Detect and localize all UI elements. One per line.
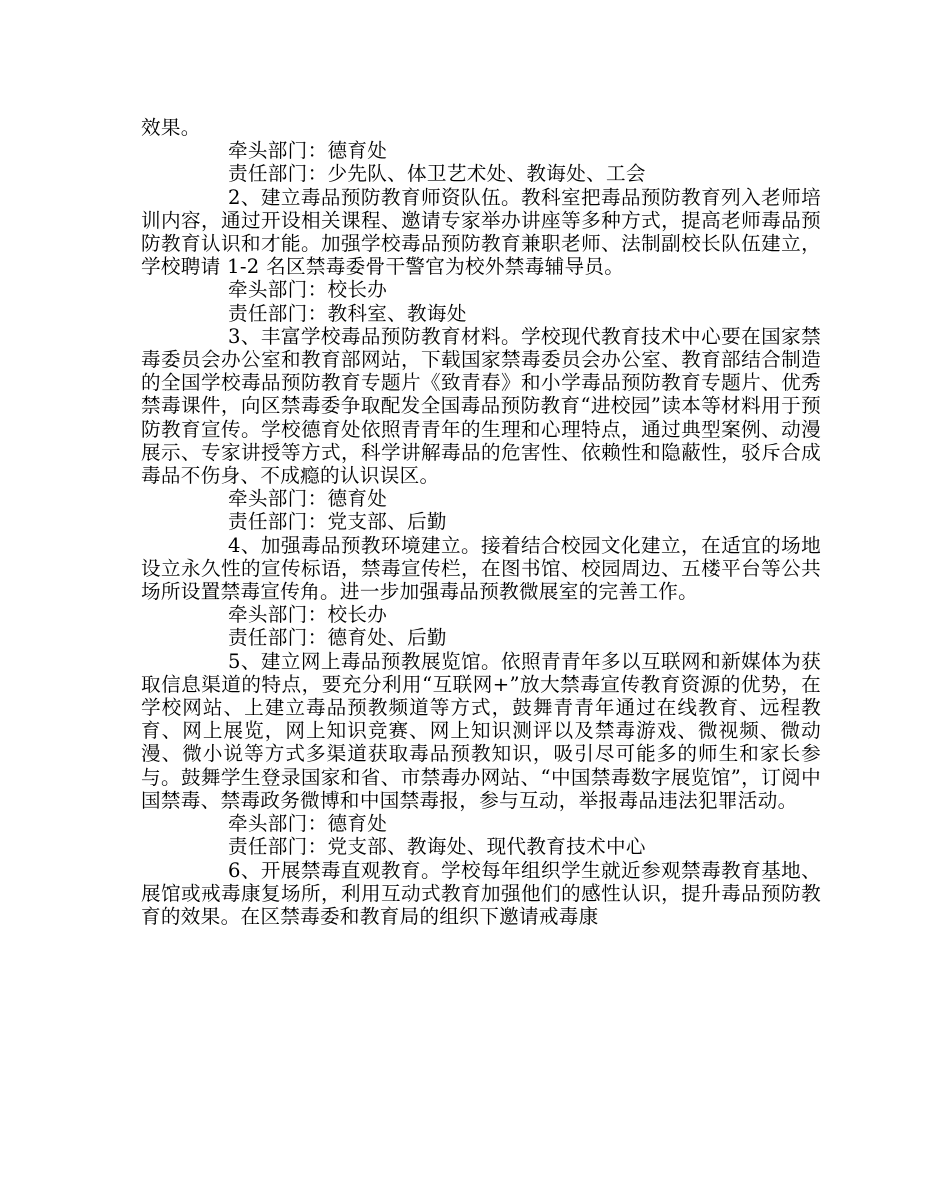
- section-3-paragraph: 3、丰富学校毒品预防教育材料。学校现代教育技术中心要在国家禁毒委员会办公室和教育部网站，下载国家禁毒委员会办公室、教育部结合制造的全国学校毒品预防教育专题片《致青春》和小学毒品预防教育专题片、优秀禁毒课件，向区禁毒委争取配发全国毒品预防教育“进校园”读本等材料用于预防教育宣传。学校德育处依照青青年的生理和心理特点，通过典型案例、动漫展示、专家讲授等方式，科学讲解毒品的危害性、依赖性和隐蔽性，驳斥合成毒品不伤身、不成瘾的认识误区。: [141, 324, 821, 488]
- section-6-paragraph: 6、开展禁毒直观教育。学校每年组织学生就近参观禁毒教育基地、展馆或戒毒康复场所，利用互动式教育加强他们的感性认识，提升毒品预防教育的效果。在区禁毒委和教育局的组织下邀请戒毒康: [141, 858, 821, 928]
- lead-department-5: 牵头部门：德育处: [228, 812, 388, 836]
- responsible-department-2: 责任部门：教科室、教诲处: [228, 301, 467, 325]
- paragraph-continuation: 效果。: [141, 116, 201, 139]
- lead-department-4: 牵头部门：校长办: [228, 603, 388, 627]
- section-4-paragraph: 4、加强毒品预教环境建立。接着结合校园文化建立，在适宜的场地设立永久性的宣传标语，禁毒宣传栏，在图书馆、校园周边、五楼平台等公共场所设置禁毒宣传角。进一步加强毒品预教微展室的完善工作。: [141, 533, 821, 604]
- lead-department-2: 牵头部门：校长办: [228, 278, 388, 302]
- document-body: [141, 116, 821, 928]
- lead-department-1: 牵头部门：德育处: [228, 139, 388, 163]
- section-2-paragraph: 2、建立毒品预防教育师资队伍。教科室把毒品预防教育列入老师培训内容，通过开设相关课程、邀请专家举办讲座等多种方式，提高老师毒品预防教育认识和才能。加强学校毒品预防教育兼职老师、法制副校长队伍建立，学校聘请 1-2 名区禁毒委骨干警官为校外禁毒辅导员。: [141, 185, 821, 279]
- lead-department-3: 牵头部门：德育处: [228, 487, 388, 511]
- responsible-department-1: 责任部门：少先队、体卫艺术处、教诲处、工会: [228, 162, 646, 186]
- responsible-department-4: 责任部门：德育处、后勤: [228, 626, 447, 650]
- section-5-paragraph: 5、建立网上毒品预教展览馆。依照青青年多以互联网和新媒体为获取信息渠道的特点，要充分利用“互联网+”放大禁毒宣传教育资源的优势，在学校网站、上建立毒品预教频道等方式，鼓舞青青年通过在线教育、远程教育、网上展览，网上知识竞赛、网上知识测评以及禁毒游戏、微视频、微动漫、微小说等方式多渠道获取毒品预教知识，吸引尽可能多的师生和家长参与。鼓舞学生登录国家和省、市禁毒办网站、“中国禁毒数字展览馆”，订阅中国禁毒、禁毒政务微博和中国禁毒报，参与互动，举报毒品违法犯罪活动。: [141, 649, 821, 812]
- responsible-department-5: 责任部门：党支部、教诲处、现代教育技术中心: [228, 835, 646, 859]
- responsible-department-3: 责任部门：党支部、后勤: [228, 510, 447, 534]
